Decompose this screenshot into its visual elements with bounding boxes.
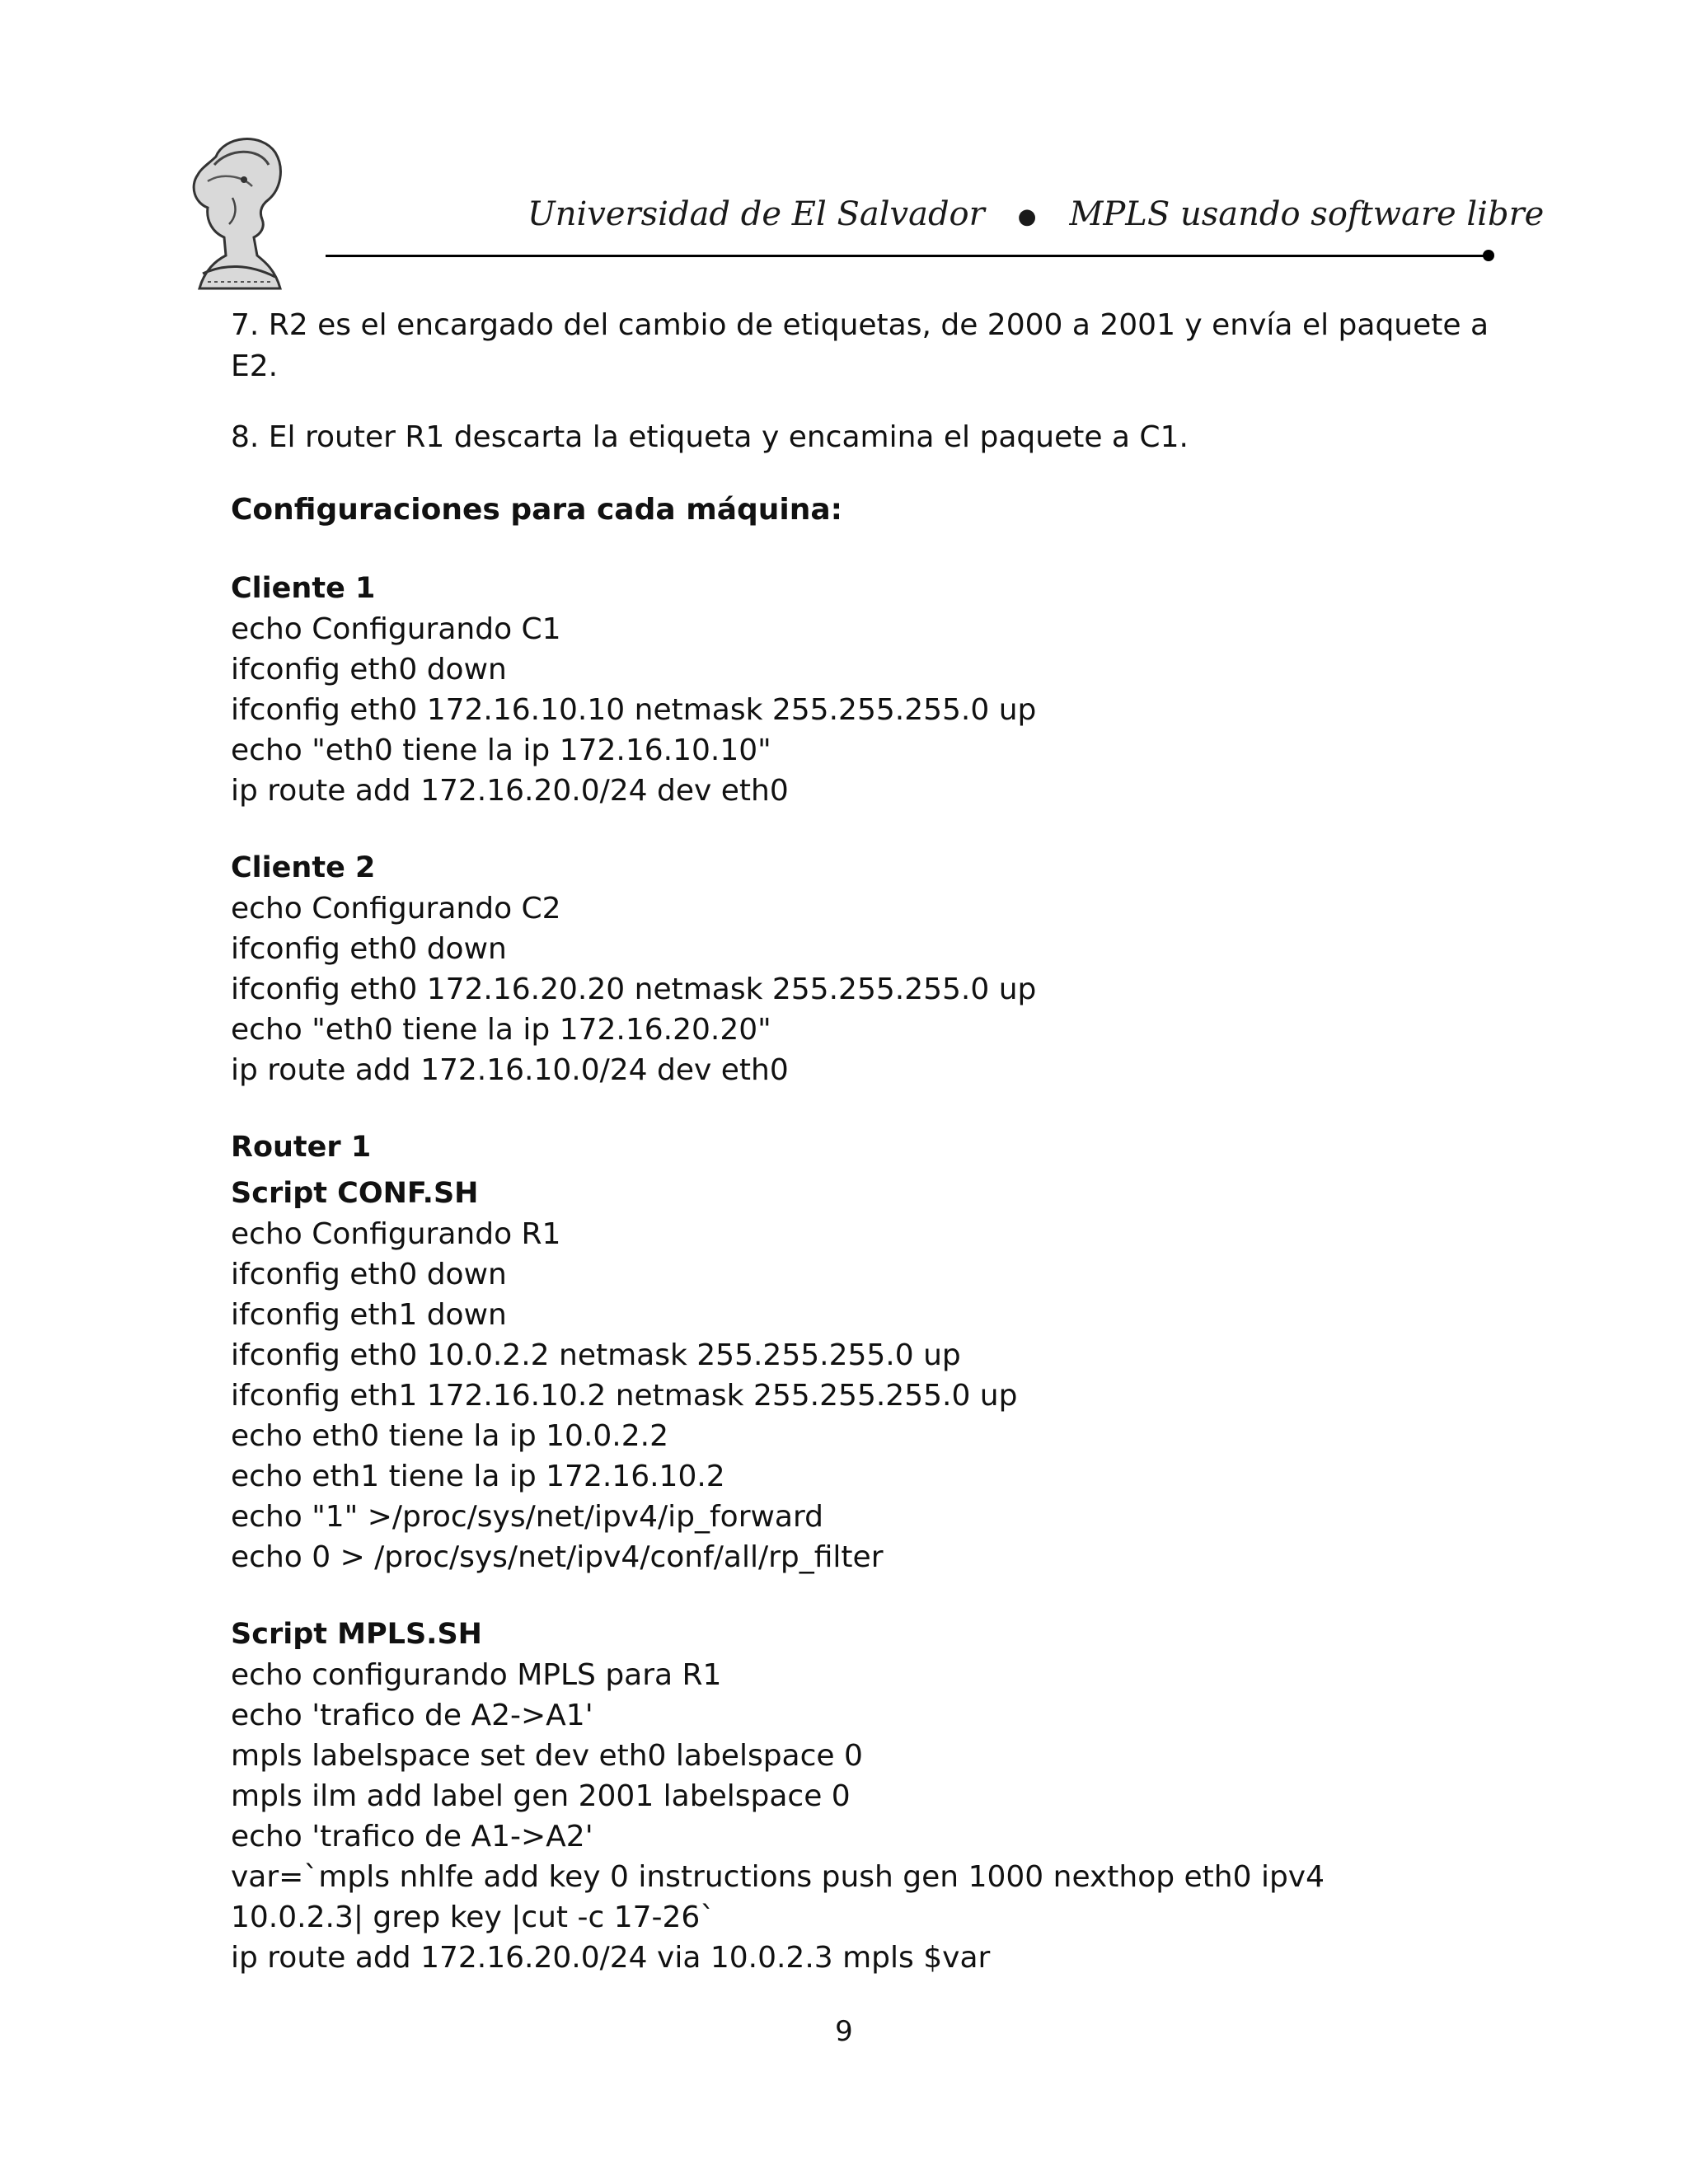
- code-line: ifconfig eth1 down: [231, 1298, 507, 1332]
- code-block-conf-sh: [231, 1214, 1500, 1577]
- code-line: var=`mpls nhlfe add key 0 instructions push gen 1000 nexthop eth0 ipv4 10.0.2.3| grep key |cut -c 17-26`: [231, 1860, 1325, 1934]
- code-line: ifconfig eth0 down: [231, 653, 507, 687]
- code-line: echo eth0 tiene la ip 10.0.2.2: [231, 1419, 668, 1453]
- code-line: echo "eth0 tiene la ip 172.16.10.10": [231, 733, 771, 767]
- code-line: echo eth1 tiene la ip 172.16.10.2: [231, 1460, 725, 1493]
- code-line: echo configurando MPLS para R1: [231, 1658, 722, 1692]
- heading-script-mpls: Script MPLS.SH: [231, 1618, 482, 1651]
- code-block-cliente-1: [231, 609, 1500, 811]
- code-line: ifconfig eth1 172.16.10.2 netmask 255.255.255.0 up: [231, 1379, 1018, 1413]
- code-line: ifconfig eth0 10.0.2.2 netmask 255.255.255.0 up: [231, 1338, 961, 1372]
- code-line: ip route add 172.16.20.0/24 via 10.0.2.3 mpls $var: [231, 1941, 991, 1975]
- code-line: echo "eth0 tiene la ip 172.16.20.20": [231, 1013, 771, 1047]
- section-heading-configuraciones: Configuraciones para cada máquina:: [231, 493, 843, 527]
- header-rule: [326, 255, 1488, 257]
- page-content: [231, 305, 1500, 1978]
- code-line: echo 0 > /proc/sys/net/ipv4/conf/all/rp_filter: [231, 1540, 884, 1574]
- heading-script-conf: Script CONF.SH: [231, 1177, 479, 1210]
- heading-cliente-1: Cliente 1: [231, 572, 376, 605]
- header-rule-end-dot: [1483, 250, 1494, 261]
- code-line: echo Configurando R1: [231, 1217, 561, 1251]
- paragraph-step-8: 8. El router R1 descarta la etiqueta y encamina el paquete a C1.: [231, 420, 1189, 454]
- header-university: Universidad de El Salvador: [528, 195, 985, 233]
- code-line: ifconfig eth0 down: [231, 1258, 507, 1291]
- university-logo: [183, 132, 288, 293]
- code-line: echo 'trafico de A1->A2': [231, 1820, 593, 1854]
- code-line: ip route add 172.16.10.0/24 dev eth0: [231, 1053, 789, 1087]
- code-line: echo "1" >/proc/sys/net/ipv4/ip_forward: [231, 1500, 824, 1534]
- code-line: echo 'trafico de A2->A1': [231, 1699, 593, 1732]
- code-line: echo Configurando C1: [231, 612, 561, 646]
- code-line: echo Configurando C2: [231, 892, 561, 926]
- code-block-cliente-2: [231, 888, 1500, 1090]
- running-header: [528, 191, 1545, 240]
- header-document-title: MPLS usando software libre: [1069, 195, 1545, 233]
- code-line: mpls labelspace set dev eth0 labelspace 0: [231, 1739, 863, 1773]
- code-line: mpls ilm add label gen 2001 labelspace 0: [231, 1779, 851, 1813]
- minerva-head-icon: [183, 132, 288, 293]
- header-bullet-icon: ●: [1017, 204, 1037, 229]
- code-line: ifconfig eth0 172.16.10.10 netmask 255.255.255.0 up: [231, 693, 1037, 727]
- code-line: ip route add 172.16.20.0/24 dev eth0: [231, 774, 789, 808]
- heading-cliente-2: Cliente 2: [231, 851, 376, 884]
- code-line: ifconfig eth0 down: [231, 932, 507, 966]
- page-number: 9: [835, 2015, 853, 2048]
- code-line: ifconfig eth0 172.16.20.20 netmask 255.255.255.0 up: [231, 972, 1037, 1006]
- code-block-mpls-sh: [231, 1655, 1500, 1978]
- heading-router-1: Router 1: [231, 1131, 372, 1164]
- paragraph-step-7: 7. R2 es el encargado del cambio de etiquetas, de 2000 a 2001 y envía el paquete a E2.: [231, 308, 1489, 383]
